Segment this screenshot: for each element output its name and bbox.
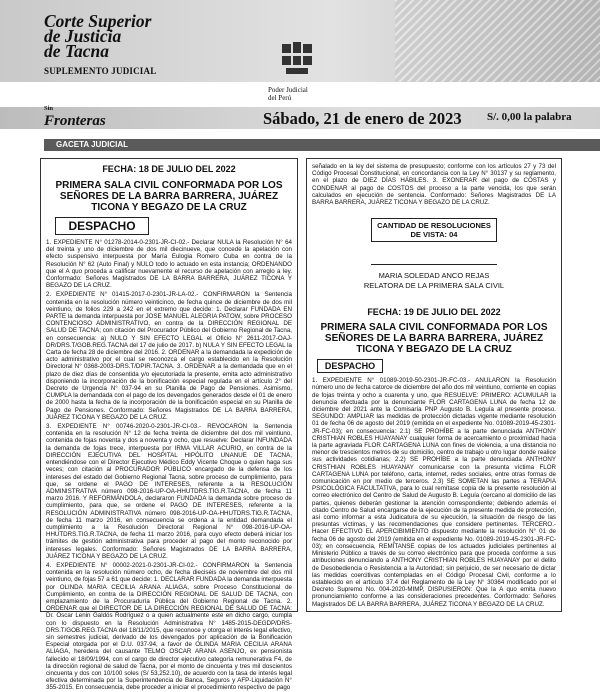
judicial-logo-icon <box>280 40 314 76</box>
left-item-4: 4. EXPEDIENTE N° 00002-2021-0-2301-JR-CI-02.- CONFIRMARON la Sentencia contenida en la resolución número ocho, de fecha dieciséis de noviembre del dos mil veintiuno, de fojas 57 a 61 que decide: 1. DECLARAR FUNDADA la demanda interpuesta por OLINDA MARIA CECILIA ARANA ALIAGA, sobre Proceso Constitucional de Cumplimiento, en contra de la DIRECCIÓN REGIONAL DE SALUD DE TACNA, con emplazamiento de la Procuraduría Pública del Gobierno Regional de Tacna. 2. ORDENAR que el DIRECTOR DE LA DIRECCIÓN REGIONAL DE SALUD DE TACNA: Dr. Oscar Lenin Galdós Rodríguez o a quien actualmente este en dicho cargo, cumpla con lo dispuesto en la Resolución Administrativa N° 1485-2015-DEGDP/DRS-DRS.T/GOB.REG.TACNA del 18/11/2015, que reconoce y otorga el interés legal efectivo, sin semestres judicial, derivado de los devengados por aplicación de la Bonificación Especial otorgada por el D.U. 037-94, a favor de OLINDA MARIA CECILIA ARANA ALIAGA, heredera del causante TELMO OSCAR ARANA ASENJO, ex pensionista fallecido el 18/09/1994, con el cargo de director ejecutivo categoría remunerativa F4, de la dirección regional de salud de Tacna, por el monto de cincuenta y tres mil doscientos cincuenta y dos con 10/100 soles (S/ 53,252.10), de acuerdo con la tasa de interés legal efectiva determinada por la Superintendencia de Banca, Seguros y AFP-Liquidación N° 355-2015. En consecuencia, debe proceder a iniciar el procedimiento respectivo de pago <box>46 561 292 692</box>
issue-date: Sábado, 21 de enero de 2023 <box>263 109 462 128</box>
supplement-title: SUPLEMENTO JUDICIAL <box>44 66 157 76</box>
right-date: FECHA: 19 DE JULIO DEL 2022 <box>367 307 501 318</box>
masthead <box>0 0 600 82</box>
signer-role: RELATORA DE LA PRIMERA SALA CIVIL <box>363 281 505 291</box>
court-title: Corte Superior de Justicia de Tacna <box>44 11 152 61</box>
signature-block <box>307 264 561 291</box>
left-date: FECHA: 18 DE JULIO DEL 2022 <box>102 164 236 174</box>
left-despacho-box: DESPACHO <box>55 217 149 235</box>
right-continuation: señalado en la ley del sistema de presupuesto; conforme con los artículos 27 y 73 del Código Procesal Constitucional, en concordancia con la Ley N° 30137 y su reglamento, en el plazo de DIEZ DÍAS HÁBILES. 3. EXONERAR del pago de COSTAS y CONDENAR al pago de COSTOS del proceso a la parte vencida, los que serán calculados en ejecución de sentencia. Conformado: Señores Magistrados DE LA BARRA BARRERA, JUÁREZ TICONA Y BEGAZO DE LA CRUZ. <box>312 163 556 207</box>
brand-prefix: Sin <box>44 105 54 112</box>
section-header <box>44 139 600 151</box>
left-item-2: 2. EXPEDIENTE N° 01415-2017-0-2301-JR-LA-02.- CONFIRMARON la Sentencia contenida en la resolución número veinticinco, de fecha quince de diciembre de dos mil veintiuno, de folios 229 a 242 en el extremo que decide: 1. Declarar FUNDADA EN PARTE la demanda interpuesta por JOSE MANUEL ALEGRIA PATOW, sobre PROCESO CONTENCIOSO ADMINISTRATIVO, en contra de la DIRECCIÓN REGIONAL DE SALUD DE TACNA; con citación del Procurador Público del Gobierno Regional de Tacna, en consecuencia: a) NULO Y SIN EFECTO LEGAL el Oficio N° 2611-2017-OAJ-DR/DRS.T/GOB.REG.TACNA del 17 de julio de 2017. b) NULA Y SIN EFECTO LEGAL la Carta de fecha 28 de diciembre del 2016. 2. ORDENAR a la demandada la expedición de acto administrativo por el cual se reconozca el cargo establecido en la Resolución Directoral N° 0368-2003-DRS.T/DPIR.TACNA. 3. ORDENAR a la demandada que en el plazo de diez días de consentida y/o ejecutoriada la presente, emita acto administrativo disponiendo la incorporación de la bonificación especial regulada en el artículo 2° del Decreto de Urgencia N° 037-94 en su Planilla de Pago de Pensiones. Asimismo, CUMPLA la demandada con el pago de los devengados generados desde el 01 de enero de 2000 hasta la fecha de la incorporación de la bonificación especial en su Planilla de Pago de Pensiones. Conformado: Señores Magistrados DE LA BARRA BARRERA, JUÁREZ TICONA Y BEGAZO DE LA CRUZ. <box>46 291 292 421</box>
resolution-count-box: CANTIDAD DE RESOLUCIONES DE VISTA: 04 <box>371 218 497 242</box>
section-label: GACETA JUDICIAL <box>56 140 128 149</box>
word-price: S/. 0,00 la palabra <box>487 111 572 123</box>
right-chamber: PRIMERA SALA CIVIL CONFORMADA POR LOS SEÑORES DE LA BARRA BARRERA, JUÁREZ TICONA Y BEGAZO DE LA CRUZ <box>320 322 548 356</box>
left-item-1: 1. EXPEDIENTE N° 01278-2014-0-2301-JR-CI-02.- Declarar NULA la Resolución N° 64 del treinta y uno de diciembre de dos mil diecinueve, que concede la apelación con efecto suspensivo interpuesta por María Eulogia Romero Cuba en contra de la Resolución N° 62 (Auto Final) y NULO todo lo actuado en esta instancia; ORDENANDO que el A quo proceda a calificar nuevamente el recurso de apelación con arreglo a ley. Conformado: Señores Magistrados DE LA BARRA BARRERA, JUÁREZ TICONA Y BEGAZO DE LA CRUZ. <box>46 239 292 290</box>
right-despacho-box: DESPACHO <box>317 359 383 373</box>
left-item-3: 3. EXPEDIENTE N° 00746-2020-0-2301-JR-CI-03.- REVOCARON la Sentencia contenida en la resolución N° 12 de fecha treinta de diciembre del dos mil veintiuno, contenida de fojas noventa y dos a noventa y ocho, que resuelve: Declarar INFUNDADA la demanda de fojas trece, interpuesta por IRMA VILLAR ACURIO, en contra de la DIRECCIÓN EJECUTIVA DEL HOSPITAL HIPÓLITO UNANUE DE TACNA, entendiéndose con el Director Ejecutivo Médico Eddy Vicente Choque o quien haga sus veces; con citación al PROCURADOR PÚBLICO encargado de la defensa de los intereses del estado del Gobierno Regional Tacna, sobre proceso de cumplimiento, para que, se ordene el PAGO DE INTERESES, referente a la RESOLUCIÓN ADMINISTRATIVA número 098-2016-UP-OA-HHUTDRS.TIG.R.TACNA, de fecha 11 marzo 2016. Y REFORMÁNDOLA, declararon FUNDADA la demanda sobre proceso de cumplimiento, para que, se ordene el PAGO DE INTERESES, referente a la RESOLUCIÓN ADMINISTRATIVA número 098-2016-UP-OA-HHUTDRS.TIG.R.TACNA, de fecha 11 marzo 2016, en consecuencia se ordena a la entidad demandada el cumplimiento a la Resolución Directoral Regional N° 098-2016-UP-OA-HHUTDRS.TIG.R.TACNA, de fecha 11 marzo 2016, para cuyo efecto deberá iniciar los trámites de gestión administrativa para proceder al pago del monto reconocido por intereses legales. Conformado: Señores Magistrados DE LA BARRA BARRERA, JUÁREZ TICONA Y BEGAZO DE LA CRUZ. <box>46 423 292 560</box>
signer-name: MARIA SOLEDAD ANCO REJAS <box>378 271 490 281</box>
signature-line <box>371 264 497 265</box>
left-column <box>40 158 298 692</box>
institution-name: Poder Judicial del Perú <box>268 86 308 102</box>
left-chamber: PRIMERA SALA CIVIL CONFORMADA POR LOS SEÑORES DE LA BARRA BARRERA, JUÁREZ TICONA Y BEGAZO DE LA CRUZ <box>55 180 283 213</box>
right-item-1: 1. EXPEDIENTE N° 01089-2019-50-2301-JR-FC-03.- ANULARON la Resolución número uno de fecha catorce de diciembre del año dos mil veintiuno, corriente en copias de fojas treinta y ocho a cuarenta y uno, que RESUELVE: PRIMERO: ACUMULAR la denuncia efectuada por la denunciante FLOR CARTAGENA LUNA de fecha 12 de diciembre del 2021 ante la Comisaría PNP Augusto B. Leguía al presente proceso. SEGUNDO: AMPLIAR las medidas de protección dictadas vigente mediante resolución 01 de fecha 06 de agosto del 2019 (emitida en el expediente No. 01089-2019-45-2301-JR-FC-03); en consecuencia: 2.1) SE PROHÍBE a la parte denunciada ANTHONY CRISTHIAN ROBLES HUAYANAY cualquier forma de acercamiento o proximidad hacia la parte agraviada FLOR CARTAGENA LUNA con fines de violencia, a una distancia no menor de trescientos metros de su domicilio, centro de trabajo u otro lugar donde realice sus actividades cotidianas; 2.2) SE PROHÍBE a la parte denunciada ANTHONY CRISTHIAN ROBLES HUAYANAY comunicarse con la presunta víctima FLOR CARTAGENA LUNA por teléfono, carta, internet, redes sociales, entre otras formas de comunicación en por medio de terceros. 2.3) SE SOMETAN las partes a TERAPIA PSICOLÓGICA FACULTATIVA, para lo cual remítase copia de la presente resolución al correo electrónico del Centro de Salud de Augusto B. Leguía (cercano al domicilio de las partes, quienes deberán gestionar la atención correspondiente; debiendo además el citado Centro de Salud encargarse de la ejecución de la presente medida de protección, así como informar a esta Judicatura de su ejecución, la situación de riesgo de las presuntas víctimas, y las recomendaciones que considere pertinentes. TERCERO.- Hacer EFECTIVO EL APERCIBIMIENTO dispuesto mediante la resolución N° 01 de fecha 06 de agosto del 2019 (emitida en el expediente No. 01089-2019-45-2301-JR-FC-03); en consecuencia, REMÍTANSE copias de los actuados judiciales pertinentes al Ministerio Público a través de su correo electrónico para que proceda conforme a sus atribuciones denunciando a ANTHONY CRISTHIAN ROBLES HUAYANAY por el delito de Desobediencia o Resistencia a la Autoridad; sin perjuicio, de ser necesario de dictar las medidas coercitivas contempladas en el Código Procesal Civil, conforme a lo establecido en el artículo 37.4 del Reglamento de la Ley N° 30364 modificado por el Decreto Supremo No. 004-2020-MIMP, DISPUSIERON: Que la A quo emita nuevo pronunciamiento conforme a las consideraciones precedentes. Conformado: Señores Magistrados DE LA BARRA BARRERA, JUÁREZ TICONA Y BEGAZO DE LA CRUZ. <box>312 377 556 608</box>
right-column <box>306 158 562 612</box>
brand-name: Fronteras <box>44 113 106 129</box>
masthead-pattern <box>395 0 600 82</box>
date-band <box>0 107 600 129</box>
